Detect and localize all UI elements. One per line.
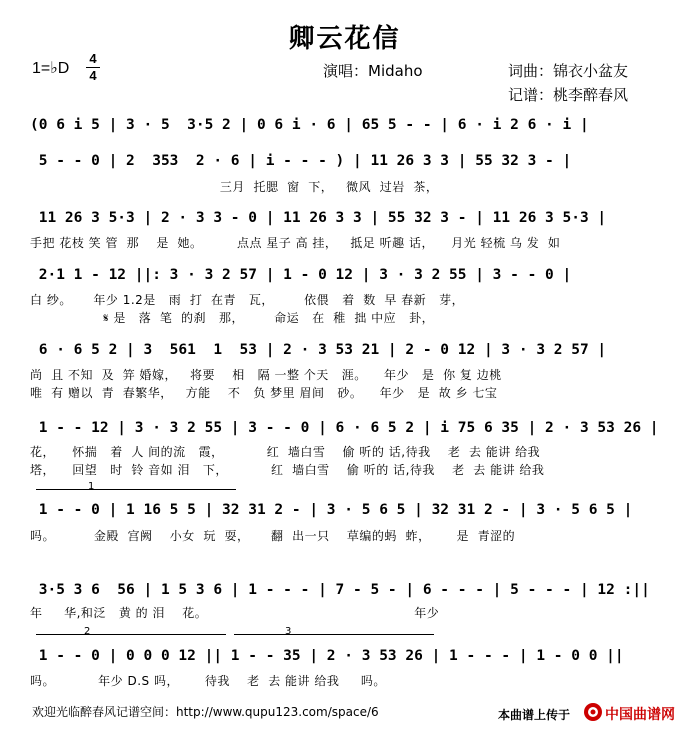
score-row: 1 - - 0 | 0 0 0 12 || 1 - - 35 | 2 · 3 53 26 | 1 - - - | 1 - 0 0 || — [30, 648, 624, 664]
volta-number-2: 2 — [84, 626, 91, 637]
site-logo — [583, 700, 679, 726]
volta-number-3: 3 — [285, 626, 292, 637]
transcriber: 记谱：桃李醉春风 — [508, 86, 629, 104]
lyric-line: 尚 且 不知 及 笄 婚嫁， 将要 相 隔 一整 个天 涯。 年少 是 你 复 边桃 — [30, 368, 502, 382]
key-text: 1=♭D — [32, 60, 70, 77]
time-bottom: 4 — [89, 68, 97, 83]
lyric-line: 白 纱。 年少 1.2是 雨 打 在青 瓦， 依偎 着 数 早 春新 芽， — [30, 293, 465, 307]
lyric-line: 年 华,和泛 黄 的 泪 花。 年少 — [30, 606, 440, 620]
lyric-line: 手把 花枝 笑 管 那 是 她。 点点 星子 高 挂， 抵足 听趣 话， 月光 轻梳 乌 发 如 — [30, 236, 561, 250]
composer: 词曲：锦衣小盆友 — [508, 62, 629, 80]
lyric-line: 吗。 金殿 宫阙 小女 玩 耍， 翻 出一只 草编的蚂 蚱， 是 青涩的 — [30, 529, 516, 543]
lyric-line: 三月 托腮 窗 下， 微风 过岩 茶， — [30, 180, 439, 194]
song-title: 卿云花信 — [288, 24, 401, 54]
volta-number-1: 1 — [88, 481, 95, 492]
time-top: 4 — [89, 51, 97, 66]
time-signature — [86, 52, 100, 83]
lyric-line: 唯 有 赠以 青 春繁华， 方能 不 负 梦里 眉间 砂。 年少 是 故 乡 七宝 — [30, 386, 498, 400]
score-row: (0 6 i 5 | 3 · 5 3·5 2 | 0 6 i · 6 | 65 5 - - | 6 · i 2 6 · i | — [30, 117, 589, 133]
volta-bracket-3 — [234, 634, 434, 635]
score-row: 11 26 3 5·3 | 2 · 3 3 - 0 | 11 26 3 3 | 55 32 3 - | 11 26 3 5·3 | — [30, 210, 607, 226]
score-row: 3·5 3 6 56 | 1 5 3 6 | 1 - - - | 7 - 5 - | 6 - - - | 5 - - - | 12 :|| — [30, 582, 650, 598]
footer-upload-text: 本曲谱上传于 — [498, 708, 571, 722]
score-row: 1 - - 0 | 1 16 5 5 | 32 31 2 - | 3 · 5 6 5 | 32 31 2 - | 3 · 5 6 5 | — [30, 502, 633, 518]
score-row: 5 - - 0 | 2 353 2 · 6 | i - - - ) | 11 26 3 3 | 55 32 3 - | — [30, 153, 572, 169]
singer: 演唱：Midaho — [323, 62, 423, 80]
site-logo-text: 中国曲谱网 — [605, 707, 675, 723]
score-row: 2·1 1 - 12 ||: 3 · 3 2 57 | 1 - 0 12 | 3 · 3 2 55 | 3 - - 0 | — [30, 267, 572, 283]
lyric-line: 花， 怀揣 着 人 间的流 霞， 红 墙白雪 偷 听的 话,待我 老 去 能讲 给我 — [30, 445, 541, 459]
key-signature — [32, 51, 97, 83]
footer-welcome-text: 欢迎光临醉春风记谱空间：http://www.qupu123.com/space/6 — [32, 705, 379, 719]
lyric-line: 吗。 年少 D.S 吗， 待我 老 去 能讲 给我 吗。 — [30, 674, 386, 688]
site-logo-icon — [583, 700, 603, 724]
lyric-line: 塔， 回望 时 铃 音如 泪 下， 红 墙白雪 偷 听的 话,待我 老 去 能讲 给我 — [30, 463, 545, 477]
score-row: 6 · 6 5 2 | 3 561 1 53 | 2 · 3 53 21 | 2 - 0 12 | 3 · 3 2 57 | — [30, 342, 607, 358]
score-row: 1 - - 12 | 3 · 3 2 55 | 3 - - 0 | 6 · 6 5 2 | i 75 6 35 | 2 · 3 53 26 | — [30, 420, 659, 436]
volta-bracket-1 — [36, 489, 236, 490]
volta-bracket-2 — [36, 634, 226, 635]
lyric-line: 𝄋 是 落 笔 的刹 那， 命运 在 稚 拙 中应 卦， — [30, 311, 435, 325]
